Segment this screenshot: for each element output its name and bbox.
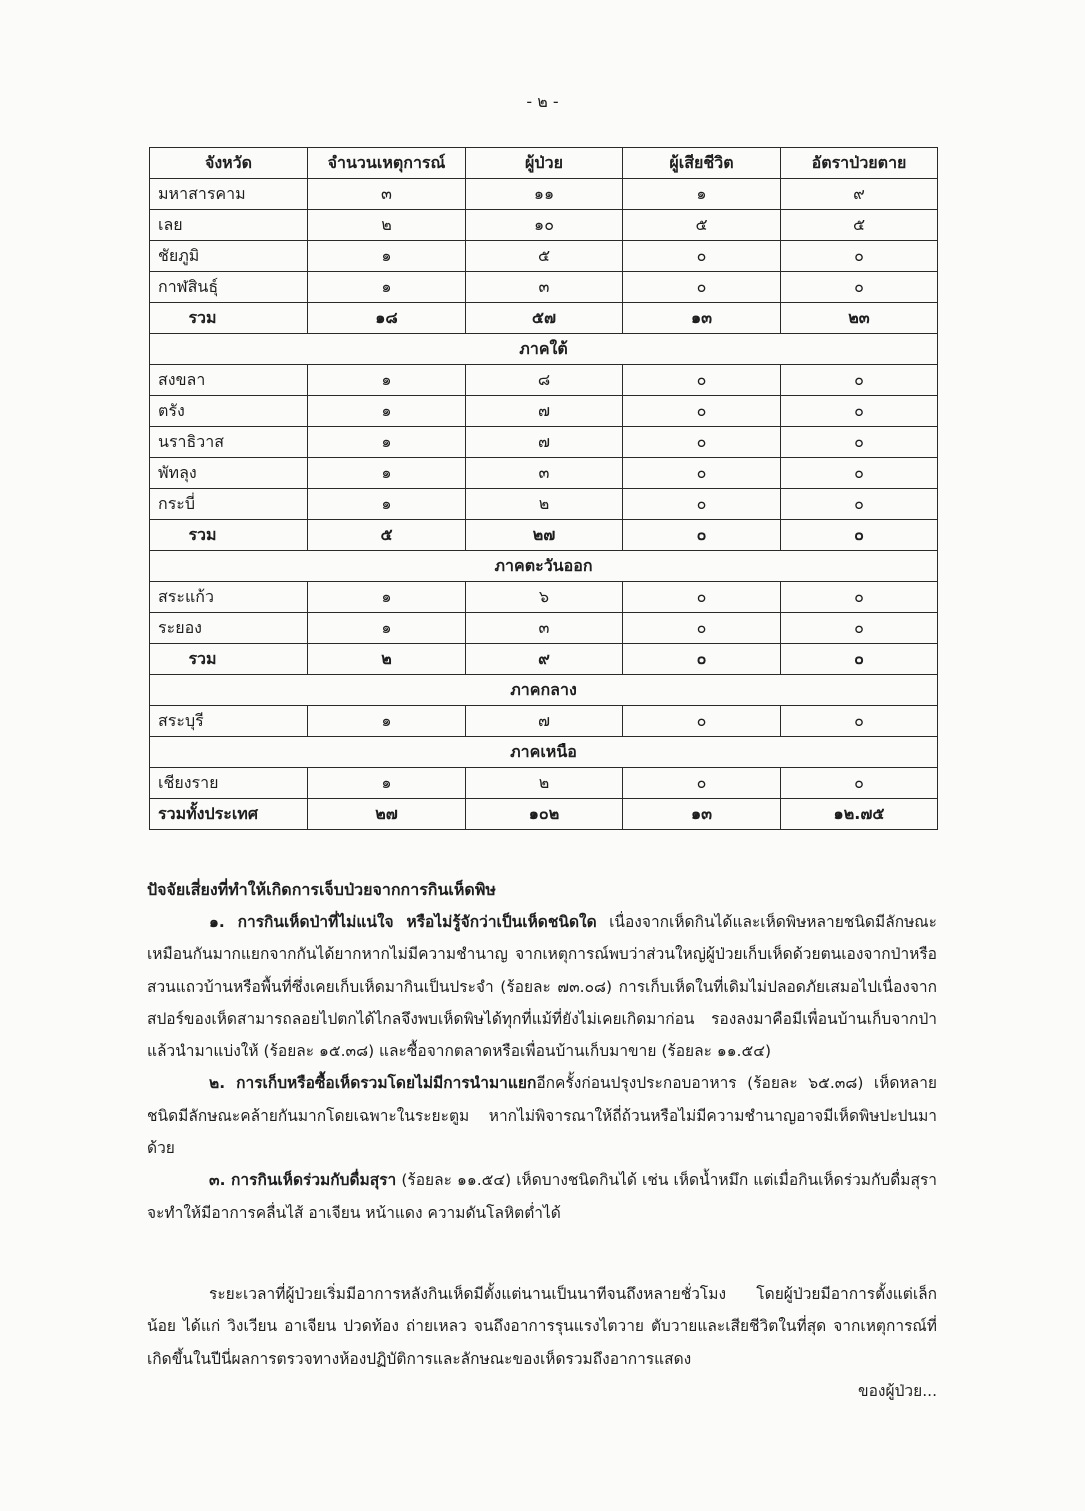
deaths-cell: ๐ — [623, 768, 781, 799]
deaths-cell: ๐ — [623, 644, 781, 675]
table-row — [150, 272, 938, 303]
risk-item-2-text: อีกครั้งก่อนปรุงประกอบอาหาร (ร้อยละ ๖๕.๓๘) เห็ดหลายชนิดมีลักษณะคล้ายกันมากโดยเฉพาะในระยะตูม หากไม่พิจารณาให้ถี่ถ้วนหรือไม่มีความชำนาญอาจมีเห็ดพิษปะปนมาด้วย — [147, 1074, 937, 1158]
deaths-cell: ๐ — [623, 272, 781, 303]
risk-item-1-title: ๑. การกินเห็ดป่าที่ไม่แน่ใจ หรือไม่รู้จักว่าเป็นเห็ดชนิดใด — [209, 913, 597, 931]
table-row — [150, 458, 938, 489]
patients-cell: ๑๐๒ — [466, 799, 623, 830]
region-header-row — [150, 675, 938, 706]
province-cell: มหาสารคาม — [150, 179, 308, 210]
grand-total-row — [150, 799, 938, 830]
patients-cell: ๒๗ — [466, 520, 623, 551]
province-cell: พัทลุง — [150, 458, 308, 489]
region-header-row — [150, 551, 938, 582]
risk-item-3-title: ๓. การกินเห็ดร่วมกับดื่มสุรา — [209, 1171, 397, 1190]
deaths-cell: ๐ — [623, 427, 781, 458]
table-row — [150, 365, 938, 396]
risk-item-2-title: ๒. การเก็บหรือซื้อเห็ดรวมโดยไม่มีการนำมาแยก — [209, 1074, 537, 1093]
events-cell: ๑ — [308, 396, 466, 427]
deaths-cell: ๑๓ — [623, 799, 781, 830]
section-heading: ปัจจัยเสี่ยงที่ทำให้เกิดการเจ็บป่วยจากการกินเห็ดพิษ — [147, 880, 496, 899]
patients-cell: ๙ — [466, 644, 623, 675]
risk-item-1 — [147, 906, 937, 1067]
patients-cell: ๒ — [466, 489, 623, 520]
province-cell: ตรัง — [150, 396, 308, 427]
table-row — [150, 179, 938, 210]
events-cell: ๑ — [308, 241, 466, 272]
events-cell: ๑ — [308, 613, 466, 644]
patients-cell: ๓ — [466, 613, 623, 644]
deaths-cell: ๐ — [623, 520, 781, 551]
patients-cell: ๕๗ — [466, 303, 623, 334]
deaths-cell: ๕ — [623, 210, 781, 241]
events-cell: ๓ — [308, 179, 466, 210]
events-cell: ๒ — [308, 644, 466, 675]
province-cell: เลย — [150, 210, 308, 241]
patients-cell: ๖ — [466, 582, 623, 613]
table-header-row — [150, 148, 938, 179]
header-fatality-rate: อัตราป่วยตาย — [781, 148, 938, 179]
deaths-cell: ๐ — [623, 365, 781, 396]
events-cell: ๑ — [308, 706, 466, 737]
events-cell: ๒ — [308, 210, 466, 241]
fatality-rate-cell: ๐ — [781, 489, 938, 520]
province-cell: รวม — [150, 520, 308, 551]
fatality-rate-cell: ๐ — [781, 582, 938, 613]
subtotal-row — [150, 303, 938, 334]
province-cell: กระบี่ — [150, 489, 308, 520]
events-cell: ๑ — [308, 489, 466, 520]
fatality-rate-cell: ๑๒.๗๕ — [781, 799, 938, 830]
fatality-rate-cell: ๐ — [781, 365, 938, 396]
deaths-cell: ๐ — [623, 582, 781, 613]
events-cell: ๑๘ — [308, 303, 466, 334]
deaths-cell: ๐ — [623, 458, 781, 489]
subtotal-row — [150, 520, 938, 551]
patients-cell: ๕ — [466, 241, 623, 272]
page-number: - ๒ - — [526, 92, 559, 111]
fatality-rate-cell: ๐ — [781, 272, 938, 303]
events-cell: ๑ — [308, 768, 466, 799]
province-cell: สงขลา — [150, 365, 308, 396]
province-cell: ชัยภูมิ — [150, 241, 308, 272]
risk-item-3-text: (ร้อยละ ๑๑.๕๔) เห็ดบางชนิดกินได้ เช่น เห็ดน้ำหมึก แต่เมื่อกินเห็ดร่วมกับดื่มสุรา จะทำให้มีอาการคลื่นไส้ อาเจียน หน้าแดง ความดันโลหิตต่ำได้ — [147, 1171, 937, 1222]
subtotal-row — [150, 644, 938, 675]
patients-cell: ๓ — [466, 458, 623, 489]
risk-item-1-text: เนื่องจากเห็ดกินได้และเห็ดพิษหลายชนิดมีลักษณะเหมือนกันมากแยกจากกันได้ยากหากไม่มีความชำนาญ จากเหตุการณ์พบว่าส่วนใหญ่ผู้ป่วยเก็บเห็ดด้วยตนเองจากป่าหรือสวนแถวบ้านหรือพื้นที่ซึ่งเคยเก็บเห็ดมากินเป็นประจำ (ร้อยละ ๗๓.๐๘) การเก็บเห็ดในที่เดิมไม่ปลอดภัยเสมอไปเนื่องจากสปอร์ของเห็ดสามารถลอยไปตกได้ไกลจึงพบเห็ดพิษได้ทุกที่แม้ที่ยังไม่เคยเกิดมาก่อน รองลงมาคือมีเพื่อนบ้านเก็บจากป่าแล้วนำมาแบ่งให้ (ร้อยละ ๑๕.๓๘) และซื้อจากตลาดหรือเพื่อนบ้านเก็บมาขาย (ร้อยละ ๑๑.๕๔) — [147, 913, 938, 1061]
province-cell: รวมทั้งประเทศ — [150, 799, 308, 830]
deaths-cell: ๑๓ — [623, 303, 781, 334]
table-row — [150, 489, 938, 520]
fatality-rate-cell: ๐ — [781, 644, 938, 675]
fatality-rate-cell: ๐ — [781, 427, 938, 458]
deaths-cell: ๐ — [623, 613, 781, 644]
fatality-rate-cell: ๐ — [781, 768, 938, 799]
table-row — [150, 241, 938, 272]
fatality-rate-cell: ๒๓ — [781, 303, 938, 334]
table-row — [150, 210, 938, 241]
events-cell: ๑ — [308, 365, 466, 396]
events-cell: ๕ — [308, 520, 466, 551]
fatality-rate-cell: ๐ — [781, 520, 938, 551]
table-row — [150, 706, 938, 737]
province-cell: นราธิวาส — [150, 427, 308, 458]
region-header-row — [150, 334, 938, 365]
region-label: ภาคตะวันออก — [150, 551, 938, 582]
risk-factors-body — [147, 906, 937, 1229]
table-row — [150, 396, 938, 427]
province-cell: สระบุรี — [150, 706, 308, 737]
fatality-rate-cell: ๕ — [781, 210, 938, 241]
region-header-row — [150, 737, 938, 768]
province-cell: สระแก้ว — [150, 582, 308, 613]
header-patients: ผู้ป่วย — [466, 148, 623, 179]
continuation-text: ของผู้ป่วย... — [858, 1381, 937, 1400]
closing-paragraph: ระยะเวลาที่ผู้ป่วยเริ่มมีอาการหลังกินเห็ดมีตั้งแต่นานเป็นนาทีจนถึงหลายชั่วโมง โดยผู้ป่วยมีอาการตั้งแต่เล็กน้อย ได้แก่ วิงเวียน อาเจียน ปวดท้อง ถ่ายเหลว จนถึงอาการรุนแรงไตวาย ตับวายและเสียชีวิตในที่สุด จากเหตุการณ์ที่เกิดขึ้นในปีนี่ผลการตรวจทางห้องปฏิบัติการและลักษณะของเห็ดรวมถึงอาการแสดง — [147, 1285, 937, 1368]
region-label: ภาคกลาง — [150, 675, 938, 706]
province-cell: รวม — [150, 644, 308, 675]
province-cell: ระยอง — [150, 613, 308, 644]
header-events: จำนวนเหตุการณ์ — [308, 148, 466, 179]
patients-cell: ๑๐ — [466, 210, 623, 241]
header-province: จังหวัด — [150, 148, 308, 179]
events-cell: ๑ — [308, 427, 466, 458]
fatality-rate-cell: ๐ — [781, 613, 938, 644]
closing-section — [147, 1278, 937, 1407]
deaths-cell: ๐ — [623, 489, 781, 520]
fatality-rate-cell: ๐ — [781, 241, 938, 272]
cases-table — [149, 147, 938, 830]
region-label: ภาคเหนือ — [150, 737, 938, 768]
table-row — [150, 613, 938, 644]
fatality-rate-cell: ๐ — [781, 396, 938, 427]
events-cell: ๑ — [308, 458, 466, 489]
header-deaths: ผู้เสียชีวิต — [623, 148, 781, 179]
patients-cell: ๗ — [466, 427, 623, 458]
deaths-cell: ๐ — [623, 241, 781, 272]
events-cell: ๒๗ — [308, 799, 466, 830]
table-row — [150, 427, 938, 458]
fatality-rate-cell: ๙ — [781, 179, 938, 210]
fatality-rate-cell: ๐ — [781, 458, 938, 489]
table-row — [150, 582, 938, 613]
fatality-rate-cell: ๐ — [781, 706, 938, 737]
table-row — [150, 768, 938, 799]
patients-cell: ๗ — [466, 396, 623, 427]
deaths-cell: ๐ — [623, 396, 781, 427]
risk-item-3 — [147, 1164, 937, 1229]
province-cell: เชียงราย — [150, 768, 308, 799]
patients-cell: ๒ — [466, 768, 623, 799]
table-body — [150, 179, 938, 830]
patients-cell: ๘ — [466, 365, 623, 396]
province-cell: กาฬสินธุ์ — [150, 272, 308, 303]
risk-item-2 — [147, 1067, 937, 1164]
events-cell: ๑ — [308, 272, 466, 303]
province-cell: รวม — [150, 303, 308, 334]
deaths-cell: ๑ — [623, 179, 781, 210]
patients-cell: ๑๑ — [466, 179, 623, 210]
patients-cell: ๗ — [466, 706, 623, 737]
region-label: ภาคใต้ — [150, 334, 938, 365]
deaths-cell: ๐ — [623, 706, 781, 737]
events-cell: ๑ — [308, 582, 466, 613]
patients-cell: ๓ — [466, 272, 623, 303]
